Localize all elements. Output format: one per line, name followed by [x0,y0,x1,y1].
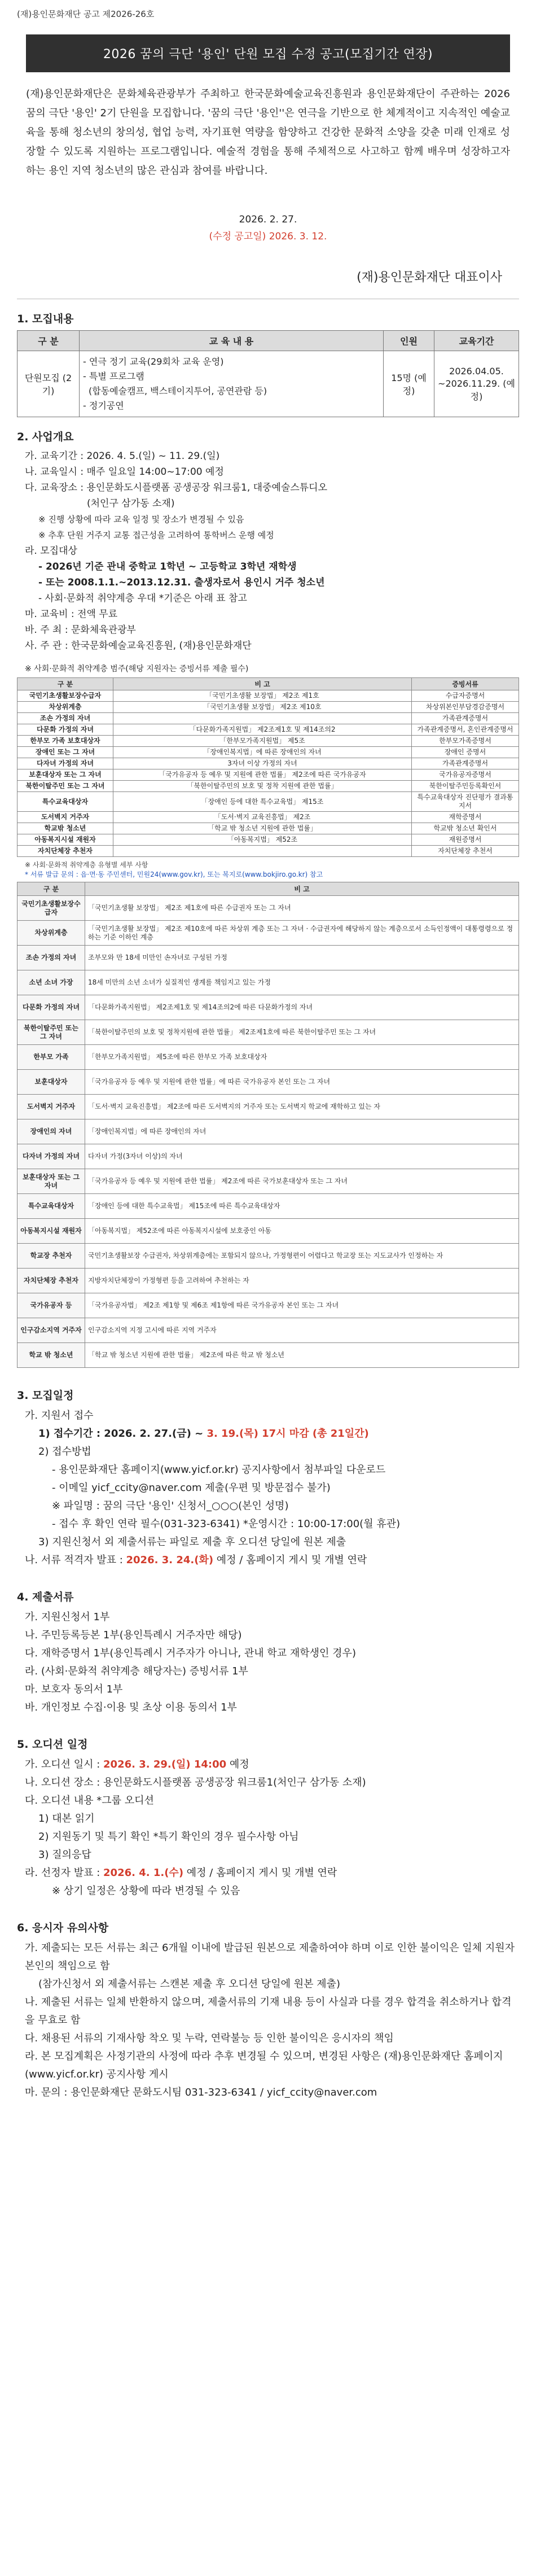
qual-row [17,736,519,747]
overview-line: 라. 모집대상 [25,545,77,557]
line-text: ※ 파일명 : 꿈의 극단 '용인' 신청서_○○○(본인 성명) [52,1500,289,1512]
qual-cell: 학교밖 청소년 확인서 [412,823,519,834]
line-text: 1) 대본 읽기 [38,1813,95,1825]
qual-cell [113,846,412,857]
section3-line [25,1497,519,1515]
qual-row [17,781,519,792]
qual-row [17,702,519,713]
qual-cell: 장애인 또는 그 자녀 [17,747,113,758]
cert-category: 학교장 추천자 [17,1244,85,1269]
cert-category: 자치단체장 추천자 [17,1269,85,1293]
cert-desc: 「국가유공자법」 제2조 제1항 및 제6조 제1항에 따른 국가유공자 본인 또는 그 자녀 [85,1293,519,1318]
qual-cell: 장애인 증명서 [412,747,519,758]
section3-line [25,1479,519,1497]
content-line: - 정기공연 [83,400,124,411]
notice-number: (재)용인문화재단 공고 제2026-26호 [17,9,155,19]
cell-content [80,351,384,417]
qual-cell: 자치단체장 추천자 [17,846,113,857]
target-line: - 2026년 기준 관내 중학교 1학년 ~ 고등학교 3학년 재학생 [38,561,297,572]
cert-desc: 「다문화가족지원법」 제2조제1호 및 제14조의2에 따른 다문화가정의 자녀 [85,995,519,1020]
cert-row [17,970,519,995]
cell-period: 2026.04.05. ~2026.11.29. (예정) [434,351,519,417]
cert-row [17,896,519,921]
qual-row [17,769,519,781]
qual-cell: 아동복지시설 재원자 [17,834,113,846]
highlight-text: 2026. 3. 29.(일) 14:00 [103,1759,227,1770]
section3-line [25,1461,519,1479]
section5-line [25,1774,519,1792]
qual-cell: 「아동복지법」 제52조 [113,834,412,846]
qual-cell: 「다문화가족지원법」 제2조제1호 및 제14조의2 [113,724,412,736]
line-text: ※ 상기 일정은 상황에 따라 변경될 수 있음 [52,1885,240,1897]
qual-cell: 재원증명서 [412,834,519,846]
audition-block [17,1756,519,1900]
qual-table [17,677,519,857]
intro-paragraph: (재)용인문화재단은 문화체육관광부가 주최하고 한국문화예술교육진흥원과 용인문화재단이 주관하는 2026 꿈의 극단 '용인' 2기 단원을 모집합니다. '꿈의 극단 '용인''은 연극을 기반으로 한 체계적이고 지속적인 예술교육을 통해 청소년의 창의성, 협업 능력, 자기표현 역량을 함양하고 건강한 문화적 소양을 갖춘 미래 인재로 성장할 수 있도록 지원하는 프로그램입니다. 예술적 경험을 통해 주체적으로 사고하고 함께 배우며 성장하고자 하는 용인 지역 청소년의 많은 관심과 참여를 바랍니다. [26,88,510,177]
line-text: 예정 / 홈페이지 게시 및 개별 연락 [183,1867,337,1879]
line-text: 2) 지원동기 및 특기 확인 *특기 확인의 경우 필수사항 아님 [38,1831,299,1843]
cert-category: 보훈대상자 또는 그 자녀 [17,1169,85,1194]
cert-desc: 「국가유공자 등 예우 및 지원에 관한 법률」에 따른 국가유공자 본인 또는 그 자녀 [85,1070,519,1095]
cell-count: 15명 (예정) [384,351,434,417]
section3-line [25,1425,519,1443]
caution-line: 마. 문의 : 용인문화재단 문화도시팀 031-323-6341 / yicf_ccity@naver.com [25,2087,377,2098]
qual-row [17,812,519,823]
qual-cell: 「도서·벽지 교육진흥법」 제2조 [113,812,412,823]
recruit-table [17,330,519,417]
line-text: 2) 접수방법 [38,1446,91,1458]
document-line: 바. 개인정보 수집·이용 및 초상 이용 동의서 1부 [25,1702,237,1713]
overview-line: 마. 교육비 : 전액 무료 [25,609,118,620]
qual-col: 비 고 [113,678,412,690]
cert-category: 다문화 가정의 자녀 [17,995,85,1020]
qual-cell: 다자녀 가정의 자녀 [17,758,113,769]
cert-row [17,995,519,1020]
qual-row [17,823,519,834]
cert-desc: 조부모와 만 18세 미만인 손자녀로 구성된 가정 [85,946,519,970]
qual-cell: 도서벽지 거주자 [17,812,113,823]
section5-line [25,1792,519,1810]
cert-category: 도서벽지 거주자 [17,1095,85,1119]
cert-desc: 「도서·벽지 교육진흥법」 제2조에 따른 도서벽지의 거주자 또는 도서벽지 학교에 재학하고 있는 자 [85,1095,519,1119]
line-text: 3) 지원신청서 외 제출서류는 파일로 제출 후 오디션 당일에 원본 제출 [38,1536,346,1548]
line-text: 예정 [226,1759,249,1770]
qual-cell: 특수교육대상자 [17,792,113,812]
cert-category: 북한이탈주민 또는 그 자녀 [17,1020,85,1045]
highlight-text: 2026. 3. 24.(화) [126,1554,214,1566]
line-text: 다. 오디션 내용 *그룹 오디션 [25,1795,154,1807]
cert-category: 장애인의 자녀 [17,1119,85,1144]
highlight-text: 3. 19.(목) 17시 마감 (총 21일간) [207,1428,369,1440]
cert-desc: 「한부모가족지원법」 제5조에 따른 한부모 가족 보호대상자 [85,1045,519,1070]
cert-desc: 「학교 밖 청소년 지원에 관한 법률」 제2조에 따른 학교 밖 청소년 [85,1343,519,1368]
overview-line: (처인구 삼가동 소재) [87,498,175,509]
cert-category: 인구감소지역 거주자 [17,1318,85,1343]
qual-cell: 국가유공자증명서 [412,769,519,781]
qual-col: 증빙서류 [412,678,519,690]
qual-cell: 「장애인복지법」에 따른 장애인의 자녀 [113,747,412,758]
section3-title: 3. 모집일정 [17,1389,74,1402]
signer: (재)용인문화재단 대표이사 [357,270,502,285]
overview-line: 가. 교육기간 : 2026. 4. 5.(일) ~ 11. 29.(일) [25,451,220,462]
cert-desc: 다자녀 가정(3자녀 이상)의 자녀 [85,1144,519,1169]
document-line: 라. (사회·문화적 취약계층 해당자는) 증빙서류 1부 [25,1665,248,1677]
cert-desc: 국민기초생활보장 수급권자, 차상위계층에는 포함되지 않으나, 가정형편이 어렵다고 학교장 또는 지도교사가 인정하는 자 [85,1244,519,1269]
cert-row [17,1095,519,1119]
caution-line: 라. 본 모집계획은 사정기관의 사정에 따라 추후 변경될 수 있으며, 변경된 사항은 (재)용인문화재단 홈페이지(www.yicf.or.kr) 공지사항 게시 [25,2050,503,2080]
line-text: 3) 질의응답 [38,1849,91,1861]
cert-category: 차상위계층 [17,921,85,946]
cert-row [17,1343,519,1368]
cert-desc: 「북한이탈주민의 보호 및 정착지원에 관한 법률」 제2조제1호에 따른 북한이탈주민 또는 그 자녀 [85,1020,519,1045]
mid-note: * 서류 발급 문의 : 읍·면·동 주민센터, 민원24(www.gov.kr), 또는 복지로(www.bokjiro.go.kr) 참고 [25,871,323,878]
qual-cell: 학교밖 청소년 [17,823,113,834]
cert-row [17,1194,519,1219]
qual-cell: 북한이탈주민 또는 그 자녀 [17,781,113,792]
qual-row [17,747,519,758]
qual-cell: 3자녀 이상 가정의 자녀 [113,758,412,769]
cert-desc: 「국민기초생활 보장법」 제2조 제1호에 따른 수급권자 또는 그 자녀 [85,896,519,921]
posted-date: 2026. 2. 27. [239,214,297,225]
qual-row [17,724,519,736]
section3-line [25,1443,519,1461]
line-text: 가. 지원서 접수 [25,1410,94,1422]
col-count: 인원 [384,331,434,351]
line-text: 1) 접수기간 : 2026. 2. 27.(금) ~ [38,1428,207,1440]
highlight-text: 2026. 4. 1.(수) [103,1867,184,1879]
document-line: 가. 지원신청서 1부 [25,1611,110,1623]
section5-line [25,1828,519,1846]
col-content: 교 육 내 용 [80,331,384,351]
qual-cell: 보훈대상자 또는 그 자녀 [17,769,113,781]
line-text: 예정 / 홈페이지 게시 및 개별 연락 [213,1554,367,1566]
section3-line [25,1407,519,1425]
line-text: 라. 선정자 발표 : [25,1867,104,1879]
qual-cell: 「국민기초생활 보장법」 제2조 제10호 [113,702,412,713]
section5-line [25,1756,519,1774]
cert-row [17,1293,519,1318]
cert-row [17,1119,519,1144]
cert-category: 국가유공자 등 [17,1293,85,1318]
cert-desc: 18세 미만의 소년 소녀가 실질적인 생계를 책임지고 있는 가정 [85,970,519,995]
mid-notes [25,860,519,880]
schedule-block [17,1407,519,1569]
document-line: 다. 재학증명서 1부(용인특례시 거주자가 아니나, 관내 학교 재학생인 경우) [25,1647,356,1659]
qual-note: ※ 사회·문화적 취약계층 범주(해당 지원자는 증빙서류 제출 필수) [25,664,249,673]
content-line: - 연극 정기 교육(29회차 교육 운영) [83,356,224,367]
documents-block [17,1608,519,1717]
cert-table [17,882,519,1368]
notice-title: 2026 꿈의 극단 '용인' 단원 모집 수정 공고(모집기간 연장) [26,34,510,72]
overview-lines [17,448,519,654]
cert-desc: 「장애인복지법」에 따른 장애인의 자녀 [85,1119,519,1144]
qual-cell [113,713,412,724]
caution-line: 가. 제출되는 모든 서류는 최근 6개월 이내에 발급된 원본으로 제출하여야 하며 이로 인한 불이익은 일체 지원자 본인의 책임으로 함 [25,1942,515,1972]
section1-title: 1. 모집내용 [17,313,74,325]
cert-desc: 인구감소지역 지정 고시에 따른 지역 거주자 [85,1318,519,1343]
target-line: - 또는 2008.1.1.~2013.12.31. 출생자로서 용인시 거주 청소년 [38,577,325,588]
overview-line: 다. 교육장소 : 용인문화도시플랫폼 공생공장 워크룸1, 대중예술스튜디오 [25,482,328,493]
section2-title: 2. 사업개요 [17,431,74,443]
cert-row [17,1318,519,1343]
overview-line: 나. 교육일시 : 매주 일요일 14:00~17:00 예정 [25,466,224,478]
overview-line: 사. 주 관 : 한국문화예술교육진흥원, (재)용인문화재단 [25,640,252,651]
qual-cell: 가족관계증명서 [412,713,519,724]
cert-desc: 「장애인 등에 대한 특수교육법」 제15조에 따른 특수교육대상자 [85,1194,519,1219]
qual-cell: 「학교 밖 청소년 지원에 관한 법률」 [113,823,412,834]
col-division: 구 분 [17,331,80,351]
overview-line: 바. 주 최 : 문화체육관광부 [25,624,136,636]
section3-line [25,1533,519,1551]
cert-row [17,1020,519,1045]
section3-line [25,1551,519,1569]
qual-cell: 「한부모가족지원법」 제5조 [113,736,412,747]
qual-cell: 자치단체장 추천서 [412,846,519,857]
revised-date: (수정 공고일) 2026. 3. 12. [209,231,327,242]
section3-line [25,1515,519,1533]
col-period: 교육기간 [434,331,519,351]
cert-category: 특수교육대상자 [17,1194,85,1219]
qual-cell: 가족관계증명서, 혼인관계증명서 [412,724,519,736]
qual-cell: 국민기초생활보장수급자 [17,690,113,702]
caution-line: 나. 제출된 서류는 일체 반환하지 않으며, 제출서류의 기재 내용 등이 사실과 다를 경우 합격을 취소하거나 합격을 무효로 함 [25,1996,512,2026]
qual-row [17,758,519,769]
cert-category: 아동복지시설 재원자 [17,1219,85,1244]
cert-category: 한부모 가족 [17,1045,85,1070]
section5-line [25,1810,519,1828]
section5-title: 5. 오디션 일정 [17,1738,88,1751]
line-text: - 이메일 yicf_ccity@naver.com 제출(우편 및 방문접수 불가) [52,1482,331,1494]
cert-row [17,921,519,946]
qual-cell: 특수교육대상자 진단평가 결과통지서 [412,792,519,812]
qual-cell: 「장애인 등에 대한 특수교육법」 제15조 [113,792,412,812]
qual-row [17,792,519,812]
qual-col: 구 분 [17,678,113,690]
cert-desc: 지방자치단체장이 가정형편 등을 고려하여 추천하는 자 [85,1269,519,1293]
cert-row [17,1244,519,1269]
line-text: - 용인문화재단 홈페이지(www.yicf.or.kr) 공지사항에서 첨부파일 다운로드 [52,1464,386,1476]
qual-cell: 조손 가정의 자녀 [17,713,113,724]
notice-block [17,1939,519,2102]
cert-row [17,1144,519,1169]
caution-line: 다. 채용된 서류의 기재사항 착오 및 누락, 연락불능 등 인한 불이익은 응시자의 책임 [25,2032,394,2044]
overview-note: ※ 추후 단원 거주지 교통 접근성을 고려하여 통학버스 운행 예정 [38,530,274,540]
qual-cell: 한부모가족증명서 [412,736,519,747]
section5-line [25,1864,519,1882]
qual-cell: 「국민기초생활 보장법」 제2조 제1호 [113,690,412,702]
qual-cell: 재학증명서 [412,812,519,823]
mid-note: ※ 사회·문화적 취약계층 유형별 세부 사항 [25,861,148,869]
cert-category: 소년 소녀 가장 [17,970,85,995]
cert-row [17,946,519,970]
document-line: 마. 보호자 동의서 1부 [25,1683,123,1695]
cert-col: 구 분 [17,882,85,896]
section5-line [25,1846,519,1864]
qual-row [17,834,519,846]
cert-row [17,1070,519,1095]
content-line: (합동예술캠프, 백스테이지투어, 공연관람 등) [89,386,267,396]
qual-cell: 한부모 가족 보호대상자 [17,736,113,747]
qual-row [17,713,519,724]
target-line: - 사회·문화적 취약계층 우대 *기준은 아래 표 참고 [38,593,247,604]
caution-line: (참가신청서 외 제출서류는 스캔본 제출 후 오디션 당일에 원본 제출) [38,1978,341,1990]
cert-col: 비 고 [85,882,519,896]
content-line: - 특별 프로그램 [83,371,144,382]
line-text: - 접수 후 확인 연락 필수(031-323-6341) *운영시간 : 10:00-17:00(월 휴관) [52,1518,401,1530]
qual-cell: 「국가유공자 등 예우 및 지원에 관한 법률」 제2조에 따른 국가유공자 [113,769,412,781]
cert-row [17,1169,519,1194]
qual-cell: 차상위본인부담경감증명서 [412,702,519,713]
cert-category: 보훈대상자 [17,1070,85,1095]
line-text: 나. 오디션 장소 : 용인문화도시플랫폼 공생공장 워크룸1(처인구 삼가동 소재) [25,1777,366,1788]
line-text: 나. 서류 적격자 발표 : [25,1554,126,1566]
overview-note: ※ 진행 상황에 따라 교육 일정 및 장소가 변경될 수 있음 [38,514,244,524]
cell-division: 단원모집 (2기) [17,351,80,417]
line-text: 가. 오디션 일시 : [25,1759,104,1770]
qual-cell: 다문화 가정의 자녀 [17,724,113,736]
qual-cell: 북한이탈주민등록확인서 [412,781,519,792]
cert-desc: 「국가유공자 등 예우 및 지원에 관한 법률」 제2조에 따른 국가보훈대상자 또는 그 자녀 [85,1169,519,1194]
qual-row [17,846,519,857]
section4-title: 4. 제출서류 [17,1591,74,1603]
qual-cell: 수급자증명서 [412,690,519,702]
cert-row [17,1045,519,1070]
cert-row [17,1269,519,1293]
qual-cell: 가족관계증명서 [412,758,519,769]
cert-category: 다자녀 가정의 자녀 [17,1144,85,1169]
section5-line [25,1882,519,1900]
document-line: 나. 주민등록등본 1부(용인특례시 거주자만 해당) [25,1629,242,1641]
cert-row [17,1219,519,1244]
qual-cell: 「북한이탈주민의 보호 및 정착 지원에 관한 법률」 [113,781,412,792]
cert-category: 학교 밖 청소년 [17,1343,85,1368]
qual-row [17,690,519,702]
cert-desc: 「국민기초생활 보장법」 제2조 제10호에 따른 차상위 계층 또는 그 자녀 · 수급권자에 해당하지 않는 계층으로서 소득인정액이 대통령령으로 정하는 기준 이하인 계층 [85,921,519,946]
cert-desc: 「아동복지법」 제52조에 따른 아동복지시설에 보호중인 아동 [85,1219,519,1244]
section6-title: 6. 응시자 유의사항 [17,1922,109,1934]
qual-cell: 차상위계층 [17,702,113,713]
cert-category: 조손 가정의 자녀 [17,946,85,970]
cert-category: 국민기초생활보장수급자 [17,896,85,921]
date-block [17,211,519,245]
